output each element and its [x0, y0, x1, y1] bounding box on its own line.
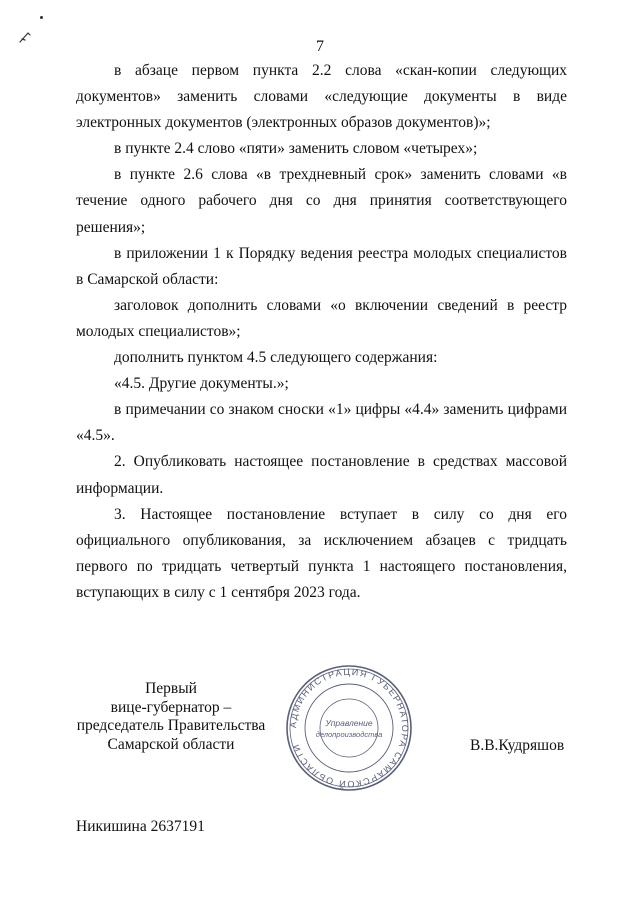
signer-title-line: председатель Правительства: [76, 717, 266, 735]
speck-mark: [40, 16, 43, 19]
document-body: [76, 58, 567, 606]
paragraph-3: в пункте 2.6 слова «в трехдневный срок» заменить словами «в течение одного рабочего дня со дня принятия соответствующего решения»;: [76, 166, 567, 236]
paragraph-1: в абзаце первом пункта 2.2 слова «скан-копии следующих документов» заменить словами «следующие документы в виде электронных документов (электронных образов документов)»;: [76, 62, 567, 132]
paragraph-9: 2. Опубликовать настоящее постановление в средствах массовой информации.: [76, 453, 567, 497]
signer-title-line: вице-губернатор –: [110, 698, 232, 716]
paragraph-10: 3. Настоящее постановление вступает в силу со дня его официального опубликования, за исключением абзацев с тридцать первого по тридцать четвертый пункта 1 настоящего постановления, вступающих в силу с 1 сентября 2023 года.: [76, 505, 567, 601]
stamp-inner-line-1: Управление: [325, 718, 373, 728]
signer-title-line: Первый: [145, 680, 197, 697]
paragraph-2: в пункте 2.4 слово «пяти» заменить словом «четырех»;: [114, 140, 478, 158]
stamp-outer-text: АДМИНИСТРАЦИЯ ГУБЕРНАТОРА САМАРСКОЙ ОБЛАСТИ: [287, 666, 411, 790]
paragraph-6: дополнить пунктом 4.5 следующего содержания:: [114, 349, 438, 367]
paragraph-8: в примечании со знаком сноски «1» цифры «4.4» заменить цифрами «4.5».: [76, 401, 567, 445]
signer-title-line: Самарской области: [107, 735, 235, 753]
paragraph-5: заголовок дополнить словами «о включении сведений в реестр молодых специалистов»;: [76, 296, 567, 340]
stamp-inner-line-2: делопроизводства: [315, 730, 383, 739]
signer-title: [64, 680, 278, 754]
paragraph-4: в приложении 1 к Порядку ведения реестра молодых специалистов в Самарской области:: [76, 244, 567, 288]
official-seal-stamp: [284, 663, 414, 793]
executor-contact: Никишина 2637191: [76, 818, 205, 835]
page-number: 7: [316, 38, 324, 55]
signer-name: В.В.Кудряшов: [470, 737, 565, 754]
paragraph-7: «4.5. Другие документы.»;: [114, 375, 289, 393]
svg-text:АДМИНИСТРАЦИЯ ГУБЕРНАТОРА САМА: [288, 667, 410, 790]
